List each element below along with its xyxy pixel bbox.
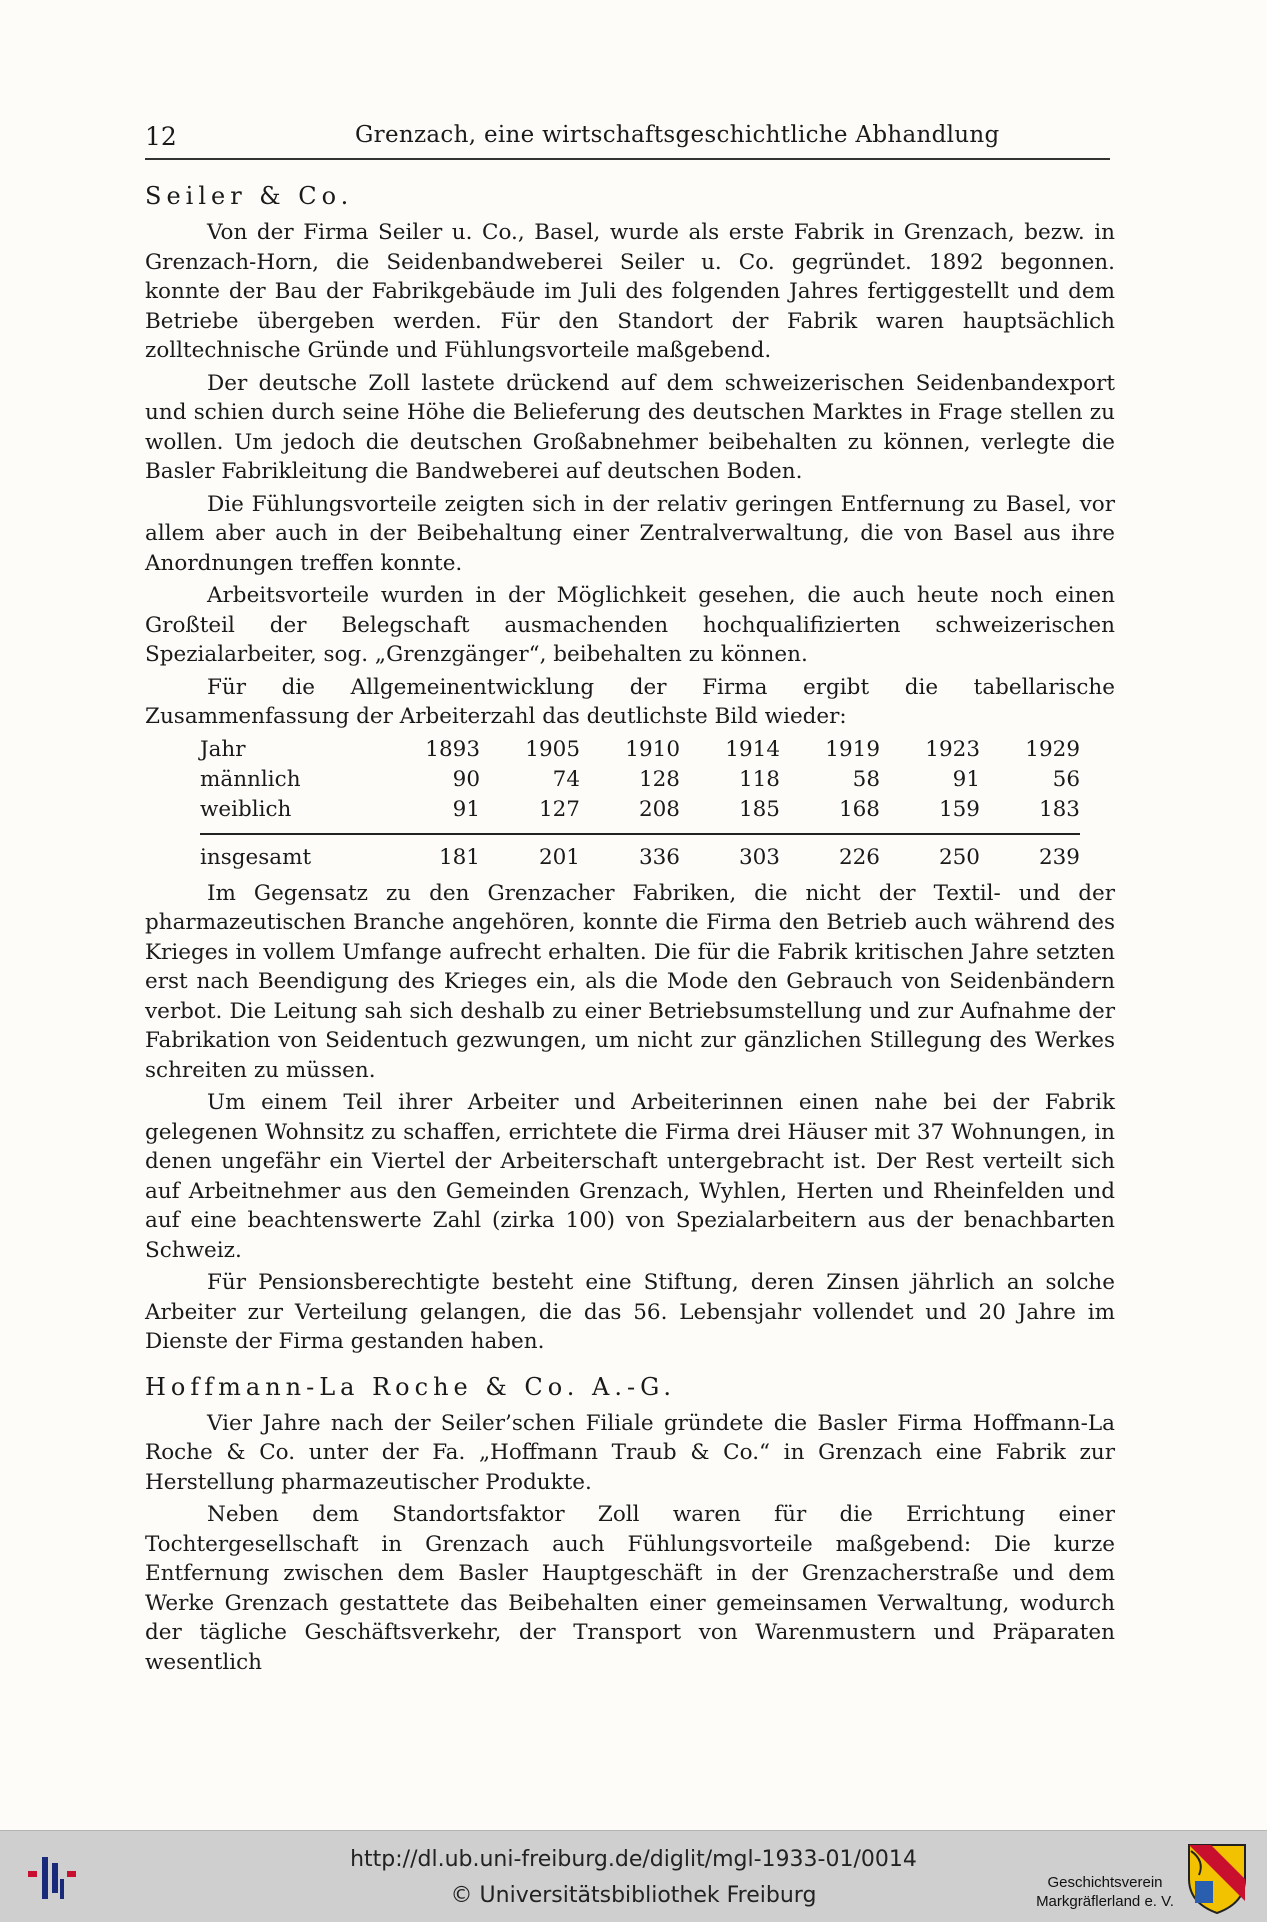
paragraph: Vier Jahre nach der Seiler’schen Filiale gründete die Basler Firma Hoffmann-La Roche & Co. unter der Fa. „Hoffmann Traub & Co.“ in Grenzach eine Fabrik zur Herstellung pharmazeutischer Produkte. [145,1410,1115,1495]
table-cell: 250 [880,834,980,873]
table-cell: 91 [452,797,480,822]
table-cell: 159 [938,797,980,822]
table-cell: 74 [552,767,580,792]
table-row [200,795,1080,825]
section-heading-seiler: Seiler & Co. [145,182,354,210]
year-cell: 1910 [625,737,680,762]
row-label: insgesamt [200,834,380,873]
table-cell: 336 [580,834,680,873]
year-cell: 1905 [525,737,580,762]
permalink-url[interactable]: http://dl.ub.uni-freiburg.de/diglit/mgl-1933-01/0014 [350,1847,917,1872]
row-label: männlich [200,767,301,792]
copyright-notice: © Universitätsbibliothek Freiburg [450,1883,817,1908]
table-cell: 303 [680,834,780,873]
page-number: 12 [145,122,177,151]
paragraph: Im Gegensatz zu den Grenzacher Fabriken, die nicht der Textil- und der pharmazeutischen Branche angehören, konnte die Firma den Betrieb auch während des Krieges in vollem Umfange aufrecht erhalten. Die für die Fabrik kritischen Jahre setzten erst nach Beendigung des Krieges ein, als die Mode den Gebrauch von Seidenbändern verbot. Die Leitung sah sich deshalb zu einer Betriebsumstellung und zur Aufnahme der Fabrikation von Seidentuch gezwungen, um nicht zur gänzlichen Stillegung des Werkes schreiten zu müssen. [145,880,1115,1083]
table-header-row [200,735,1080,765]
paragraph: Neben dem Standortsfaktor Zoll waren für die Errichtung einer Tochtergesellschaft in Grenzach auch Fühlungsvorteile maßgebend: Die kurze Entfernung zwischen dem Basler Hauptgeschäft in der Grenzacherstraße und dem Werke Grenzach gestattete das Beibehalten einer gemeinsamen Verwaltung, wodurch der tägliche Geschäftsverkehr, der Transport von Warenmustern und Präparaten wesentlich [145,1502,1115,1675]
table-cell: 239 [980,834,1080,873]
table-cell: 168 [838,797,880,822]
year-cell: 1929 [1025,737,1080,762]
row-label: weiblich [200,797,292,822]
year-cell: 1919 [825,737,880,762]
paragraph: Der deutsche Zoll lastete drückend auf dem schweizerischen Seidenbandexport und schien durch seine Höhe die Belieferung des deutschen Marktes in Frage stellen zu wollen. Um jedoch die deutschen Großabnehmer beibehalten zu können, verlegte die Basler Fabrikleitung die Bandweberei auf deutschen Boden. [145,370,1115,484]
table-row [200,765,1080,795]
table-cell: 226 [780,834,880,873]
table-cell: 208 [638,797,680,822]
table-cell: 58 [852,767,880,792]
table-cell: 56 [1052,767,1080,792]
paragraph: Für die Allgemeinentwicklung der Firma ergibt die tabellarische Zusammenfassung der Arbeiterzahl das deutlichste Bild wieder: [145,674,1115,729]
table-cell: 183 [1038,797,1080,822]
page-content [145,180,1115,1680]
society-line: Markgräflerland e. V. [1036,1893,1174,1910]
paragraph: Für Pensionsberechtigte besteht eine Stiftung, deren Zinsen jährlich an solche Arbeiter zur Verteilung gelangen, die das 56. Lebensjahr vollendet und 20 Jahre im Dienste der Firma gestanden haben. [145,1270,1115,1354]
table-cell: 118 [738,767,780,792]
running-title: Grenzach, eine wirtschaftsgeschichtliche Abhandlung [355,122,1000,148]
page-header [145,118,1110,160]
year-cell: 1893 [425,737,480,762]
paragraph: Die Fühlungsvorteile zeigten sich in der relativ geringen Entfernung zu Basel, vor allem aber auch in der Beibehaltung einer Zentralverwaltung, die von Basel aus ihre Anordnungen treffen konnte. [145,491,1115,576]
table-cell: 90 [452,767,480,792]
table-cell: 128 [638,767,680,792]
society-name [1010,1873,1200,1911]
section-heading-hoffmann: Hoffmann-La Roche & Co. A.-G. [145,1372,677,1401]
table-cell: 91 [952,767,980,792]
table-cell: 185 [738,797,780,822]
table-cell: 201 [480,834,580,873]
paragraph: Arbeitsvorteile wurden in der Möglichkeit gesehen, die auch heute noch einen Großteil der Belegschaft ausmachenden hochqualifizierten schweizerischen Spezialarbeiter, sog. „Grenzgänger“, beibehalten zu können. [145,583,1115,667]
table-header-label: Jahr [200,737,246,762]
viewer-footer [0,1830,1267,1922]
society-crest-icon [1185,1841,1249,1915]
year-cell: 1923 [925,737,980,762]
paragraph: Um einem Teil ihrer Arbeiter und Arbeiterinnen einen nahe bei der Fabrik gelegenen Wohnsitz zu schaffen, errichtete die Firma drei Häuser mit 37 Wohnungen, in denen ungefähr ein Viertel der Arbeiterschaft untergebracht ist. Der Rest verteilt sich auf Arbeitnehmer aus den Gemeinden Grenzach, Wyhlen, Herten und Rheinfelden und auf eine beachtenswerte Zahl (zirka 100) von Spezialarbeitern aus der benachbarten Schweiz. [145,1090,1115,1263]
society-line: Geschichtsverein [1047,1874,1163,1891]
paragraph: Von der Firma Seiler u. Co., Basel, wurde als erste Fabrik in Grenzach, bezw. in Grenzach-Horn, die Seidenbandweberei Seiler u. Co. gegründet. 1892 begonnen. konnte der Bau der Fabrikgebäude im Juli des folgenden Jahres fertiggestellt und dem Betriebe übergeben werden. Für den Standort der Fabrik waren hauptsächlich zolltechnische Gründe und Fühlungsvorteile maßgebend. [145,220,1115,363]
table-cell: 181 [380,834,480,873]
table-total-row [200,834,1080,873]
table-cell: 127 [538,797,580,822]
year-cell: 1914 [725,737,780,762]
workers-table [200,735,1080,873]
